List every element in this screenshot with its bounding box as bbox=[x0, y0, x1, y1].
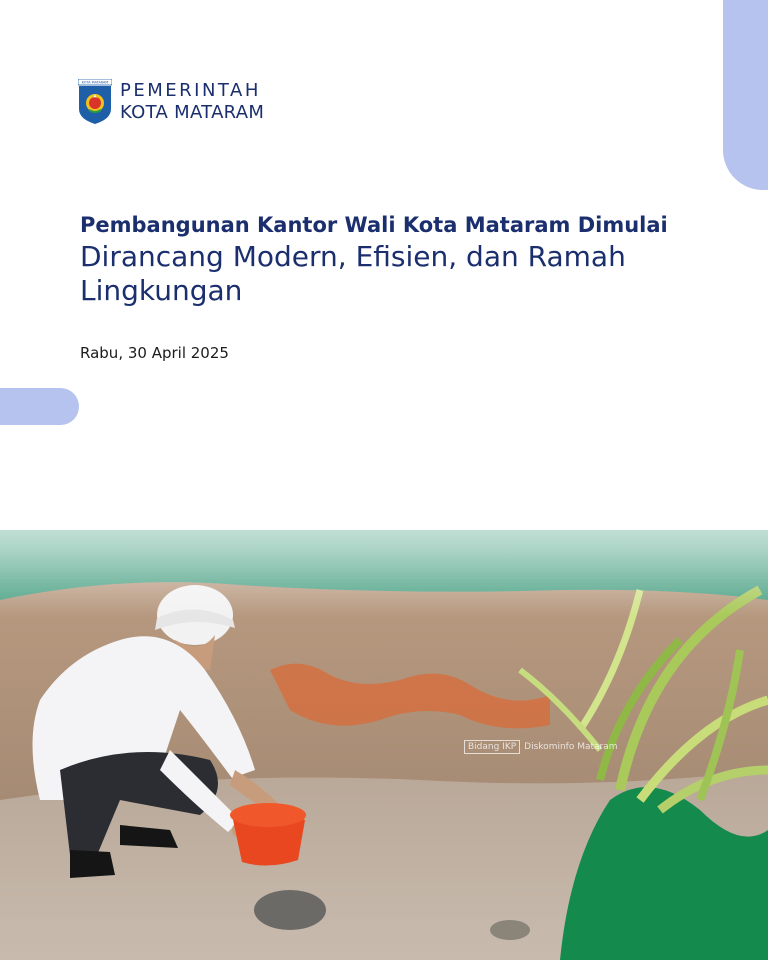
subheadline: Dirancang Modern, Efisien, dan Ramah Lingkungan bbox=[80, 240, 626, 307]
decor-side-pill bbox=[0, 388, 79, 425]
photo-watermark bbox=[464, 740, 618, 754]
groundbreaking-photo bbox=[0, 470, 768, 960]
publish-date: Rabu, 30 April 2025 bbox=[80, 344, 229, 362]
headline: Pembangunan Kantor Wali Kota Mataram Dimulai bbox=[80, 213, 668, 237]
watermark-tag: Bidang IKP bbox=[464, 740, 520, 754]
svg-text:KOTA MATARAM: KOTA MATARAM bbox=[81, 80, 109, 85]
mataram-emblem-icon bbox=[78, 79, 112, 125]
logo-line-pemerintah: PEMERINTAH bbox=[120, 80, 261, 101]
government-logo bbox=[78, 79, 264, 125]
logo-line-kota: KOTA MATARAM bbox=[120, 102, 265, 123]
decor-corner-shape bbox=[723, 0, 768, 190]
watermark-text: Diskominfo Mataram bbox=[524, 742, 618, 752]
